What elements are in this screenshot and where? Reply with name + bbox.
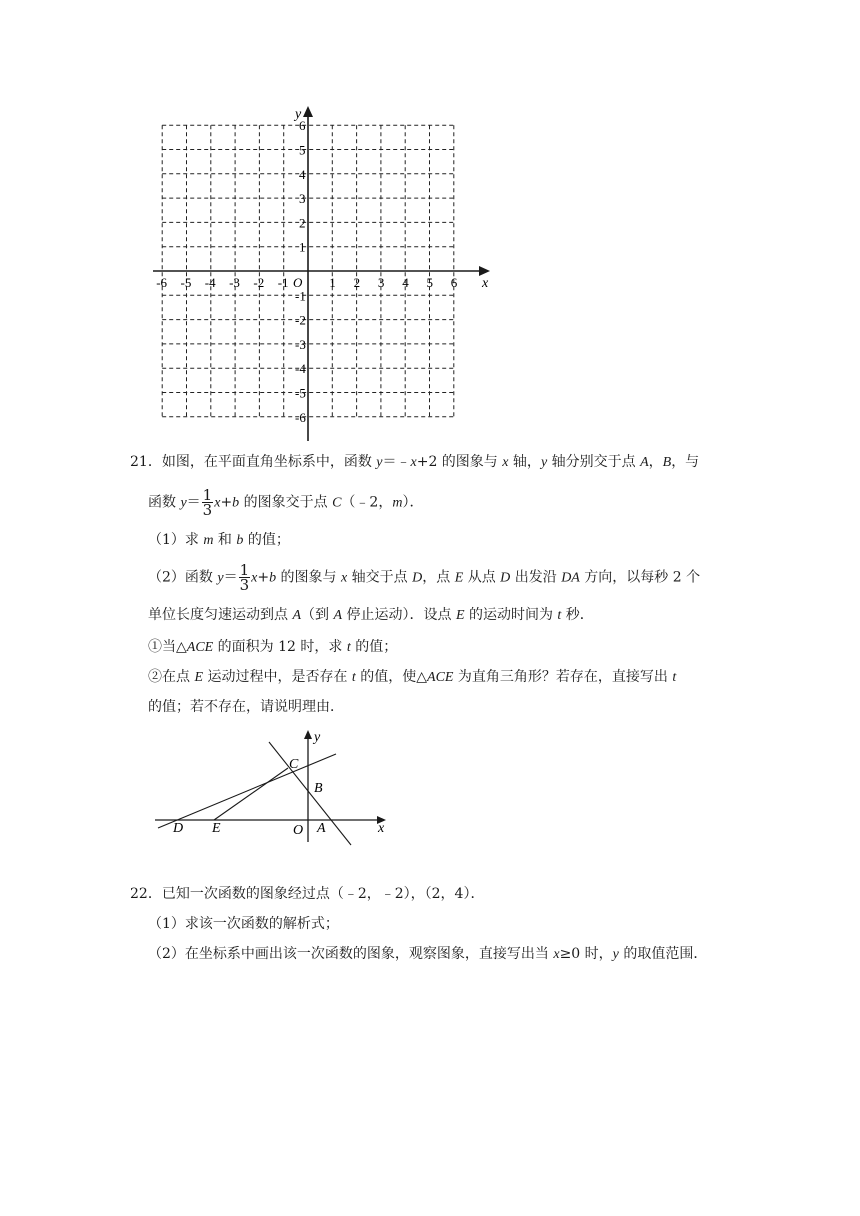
text: 从点 (463, 569, 501, 586)
point-A: A (640, 455, 649, 470)
fig-label-E: E (212, 821, 221, 836)
fig-label-D: D (173, 821, 184, 836)
point-E: E (194, 670, 204, 685)
text: ，点 (422, 569, 455, 586)
x-tick-labels (156, 275, 458, 290)
text: （2）在坐标系中画出该一次函数的图象，观察图象，直接写出当 (148, 946, 554, 962)
var-t: t (346, 640, 351, 655)
var-t: t (672, 670, 677, 685)
text: 的值； (350, 639, 398, 655)
fig-y-arrow-icon (304, 730, 312, 739)
text: + (220, 494, 233, 511)
q21-line-3 (148, 530, 290, 551)
text: 为直角三角形？若存在，直接写出 (453, 669, 673, 685)
var-y: y (612, 947, 619, 962)
origin-label: O (293, 275, 303, 290)
text: 的值；若不存在，请说明理由． (148, 699, 344, 715)
var-b: b (269, 570, 277, 586)
q21-line-2 (148, 488, 423, 517)
var-b: b (232, 495, 240, 511)
text: （1）求 (148, 532, 204, 548)
var-m: m (392, 495, 403, 511)
text: + (257, 569, 270, 586)
text: 单位长度匀速运动到点 (148, 607, 293, 623)
y-tick-label: -3 (295, 336, 306, 352)
text: ， (648, 454, 663, 470)
x-tick-label: -3 (229, 275, 240, 290)
fraction-denominator: 3 (239, 576, 250, 594)
coordinate-grid-figure (0, 0, 860, 450)
y-tick-label: -4 (295, 361, 306, 377)
fraction-numerator: 1 (239, 561, 250, 579)
text: （1）求该一次函数的解析式； (148, 916, 339, 932)
text: 轴， (508, 454, 541, 470)
var-y: y (180, 495, 187, 511)
q21-line-6 (148, 637, 397, 658)
x-tick-label: 3 (377, 275, 385, 290)
y-axis-label: y (295, 107, 302, 122)
var-t: t (557, 608, 562, 623)
fraction-denominator: 3 (202, 501, 213, 519)
fraction-one-third (202, 488, 214, 517)
q22-number: 22． (130, 886, 162, 902)
line-DC (158, 754, 336, 828)
point-E: E (455, 608, 465, 623)
y-tick-label: 2 (299, 215, 306, 231)
text: 和 (213, 532, 237, 548)
text: 方向，以每秒 2 个 (579, 569, 701, 586)
x-axis-arrow-icon (479, 266, 490, 276)
text: ，与 (671, 454, 700, 470)
fig-label-A: A (317, 821, 326, 836)
y-tick-label: -1 (295, 288, 306, 304)
var-x: x (502, 455, 509, 470)
text: 的值，使△ (355, 669, 428, 685)
text: +2 的图象与 (416, 454, 503, 470)
text: 秒． (561, 607, 594, 623)
fig-label-x: x (378, 821, 385, 836)
fig-label-y: y (314, 730, 321, 745)
x-tick-label: 4 (402, 275, 409, 290)
var-b: b (236, 533, 244, 548)
text: ②在点 (148, 669, 195, 685)
q22-line-1 (130, 884, 484, 904)
text: ＝﹣ (382, 454, 411, 470)
text: 的图象交于点 (239, 494, 333, 511)
y-tick-label: 6 (299, 118, 306, 134)
text: （﹣2， (341, 494, 393, 511)
text: 已知一次函数的图象经过点（﹣2，﹣2），（2，4）． (161, 886, 485, 902)
x-tick-label: -1 (277, 275, 289, 290)
q21-line-8 (148, 697, 344, 717)
text: 的取值范围． (618, 946, 708, 962)
point-E: E (454, 570, 464, 586)
y-tick-label: -2 (295, 312, 306, 328)
y-tick-label: 5 (299, 142, 306, 158)
point-D: D (412, 570, 423, 586)
var-y: y (376, 455, 383, 470)
text: 出发沿 (510, 569, 562, 586)
y-tick-label: 3 (299, 191, 306, 207)
text: 的值； (243, 532, 290, 548)
var-y: y (217, 570, 224, 586)
x-axis-label: x (482, 276, 489, 291)
point-A: A (333, 608, 343, 623)
segment-EC (214, 768, 288, 820)
fig-label-C: C (289, 757, 299, 772)
text: ≥0 时， (559, 946, 613, 962)
text: （到 (301, 607, 334, 623)
y-tick-label: -6 (295, 409, 306, 425)
x-tick-label: -5 (180, 275, 192, 290)
q22-line-2 (148, 914, 339, 934)
text: ＝ (223, 569, 238, 586)
text: 如图，在平面直角坐标系中，函数 (161, 454, 377, 470)
text: 轴分别交于点 (547, 454, 641, 470)
text: 的运动时间为 (464, 607, 558, 623)
y-tick-label: 4 (299, 166, 306, 182)
x-tick-label: 6 (450, 275, 458, 290)
y-tick-label: -5 (295, 385, 306, 401)
x-tick-label: 2 (353, 275, 361, 290)
q21-line-4 (148, 563, 700, 592)
q22-line-3 (148, 944, 707, 965)
q21-line-7 (148, 667, 676, 688)
x-tick-label: -2 (253, 275, 265, 290)
text: 轴交于点 (347, 569, 413, 586)
point-D: D (500, 570, 511, 586)
var-y: y (540, 455, 548, 470)
text: 函数 (148, 494, 181, 511)
var-m: m (203, 533, 214, 548)
var-x: x (340, 570, 348, 586)
text: 的图象与 (276, 569, 341, 586)
q21-figure (150, 726, 400, 851)
line-AB (269, 742, 351, 845)
x-tick-label: -6 (156, 275, 168, 290)
x-tick-label: -4 (204, 275, 216, 290)
fraction-one-third (239, 563, 251, 592)
text: ＝ (186, 494, 201, 511)
q21-number: 21． (130, 454, 162, 470)
var-x: x (214, 495, 221, 511)
point-B: B (662, 455, 672, 470)
point-C: C (332, 495, 342, 511)
var-t: t (351, 670, 356, 685)
x-tick-label: 5 (426, 275, 433, 290)
text: 停止运动）．设点 (342, 607, 456, 623)
var-x: x (553, 947, 560, 962)
x-tick-label: 1 (329, 275, 336, 290)
q21-line-1 (130, 452, 699, 473)
fig-label-O: O (293, 823, 304, 838)
q21-line-5 (148, 605, 594, 626)
text: 运动过程中，是否存在 (203, 669, 352, 685)
var-x: x (410, 455, 417, 470)
fig-label-B: B (314, 781, 323, 796)
var-x: x (251, 570, 258, 586)
fraction-numerator: 1 (202, 486, 213, 504)
text: ①当△ (148, 639, 187, 655)
text: ）． (402, 494, 424, 511)
segment-DA: DA (561, 570, 580, 586)
point-A: A (292, 608, 302, 623)
y-tick-label: 1 (299, 239, 306, 255)
y-axis-arrow-icon (303, 106, 313, 117)
triangle-ACE: ACE (427, 670, 454, 685)
triangle-ACE: ACE (186, 640, 214, 655)
text: （2）函数 (148, 569, 218, 586)
text: 的面积为 12 时，求 (213, 639, 347, 655)
